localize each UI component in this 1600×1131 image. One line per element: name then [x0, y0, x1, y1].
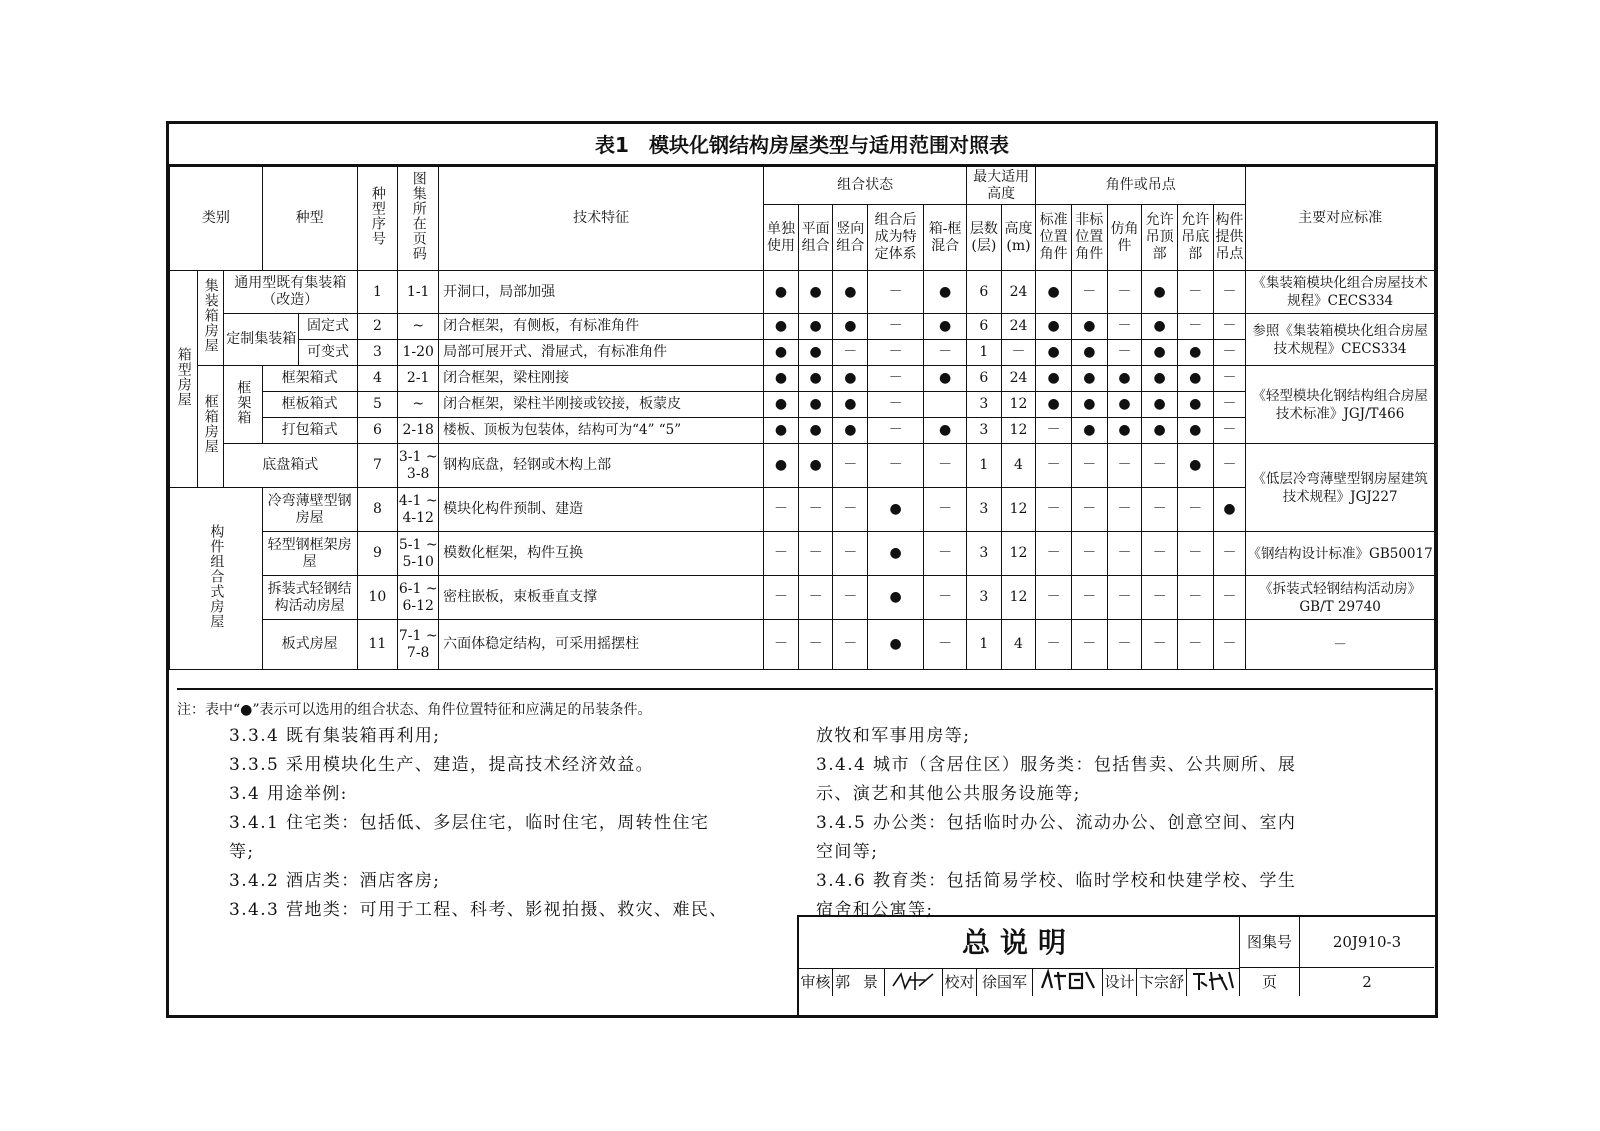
val-cell: －	[1071, 488, 1107, 532]
val-cell: －	[868, 340, 924, 366]
val-cell: ●	[1036, 366, 1072, 392]
header-height-group: 最大适用高度	[967, 167, 1036, 205]
val-cell: －	[798, 532, 833, 576]
standard-cell: 《低层冷弯薄壁型钢房屋建筑技术规程》JGJ227	[1246, 444, 1435, 532]
right-paragraph: 宿舍和公寓等;	[816, 900, 934, 920]
val-cell: －	[924, 488, 967, 532]
val-cell: －	[1036, 532, 1072, 576]
checker-name: 徐国军	[977, 968, 1033, 996]
val-cell: ●	[798, 418, 833, 444]
val-cell: 4	[1001, 444, 1036, 488]
val-cell: 3	[967, 532, 1002, 576]
val-cell: －	[833, 532, 868, 576]
val-cell: ●	[1177, 418, 1213, 444]
tech-cell: 楼板、顶板为包装体，结构可为“4” “5”	[439, 418, 764, 444]
type-cell: 轻型钢框架房屋	[262, 532, 357, 576]
val-cell: －	[1177, 576, 1213, 620]
seq-cell: 6	[357, 418, 398, 444]
val-cell: －	[868, 418, 924, 444]
group-frame-box-house: 框箱房屋	[202, 394, 219, 454]
val-cell: －	[1036, 418, 1072, 444]
val-cell: ●	[924, 366, 967, 392]
table-row	[170, 488, 1435, 532]
table-row	[170, 392, 1435, 418]
val-cell: 24	[1001, 271, 1036, 314]
standard-cell: －	[1246, 620, 1435, 670]
header-combo-mixed: 箱-框混合	[924, 205, 967, 271]
type-cell: 框板箱式	[262, 392, 357, 418]
val-cell: －	[1213, 271, 1246, 314]
reviewer-name: 郭 景	[833, 968, 885, 996]
table-row	[170, 314, 1435, 340]
seq-cell: 5	[357, 392, 398, 418]
right-paragraph: 空间等;	[816, 842, 879, 862]
val-cell: －	[1213, 418, 1246, 444]
val-cell: ●	[798, 366, 833, 392]
seq-cell: 3	[357, 340, 398, 366]
page-cell: ~	[398, 392, 439, 418]
reviewer-signature	[885, 968, 943, 996]
group-frame-box: 框架箱	[235, 379, 252, 425]
val-cell: 4	[1001, 620, 1036, 670]
page-cell: ~	[398, 314, 439, 340]
val-cell: －	[868, 366, 924, 392]
val-cell: －	[1142, 620, 1178, 670]
val-cell: －	[1107, 532, 1142, 576]
signature-scribble	[889, 968, 939, 992]
val-cell: －	[833, 488, 868, 532]
val-cell: －	[1036, 576, 1072, 620]
val-cell: ●	[1177, 444, 1213, 488]
table-title: 表1 模块化钢结构房屋类型与适用范围对照表	[169, 124, 1435, 166]
type-cell: 框架箱式	[262, 366, 357, 392]
review-label: 审核	[799, 968, 833, 996]
header-page: 图集所在页码	[410, 171, 427, 261]
val-cell: ●	[764, 314, 799, 340]
val-cell: 6	[967, 314, 1002, 340]
val-cell: －	[1177, 620, 1213, 670]
val-cell: ●	[1036, 271, 1072, 314]
title-block	[797, 915, 1435, 1015]
val-cell: －	[1107, 340, 1142, 366]
val-cell: ●	[1071, 314, 1107, 340]
table-row	[170, 620, 1435, 670]
header-corner-imitation: 仿角件	[1107, 205, 1142, 271]
val-cell: ●	[833, 366, 868, 392]
page-cell: 1-20	[398, 340, 439, 366]
tech-cell: 局部可展开式、滑屉式，有标准角件	[439, 340, 764, 366]
header-corner-group: 角件或吊点	[1036, 167, 1246, 205]
header-combo-vertical: 竖向组合	[833, 205, 868, 271]
val-cell: －	[1142, 488, 1178, 532]
page-cell: 2-1	[398, 366, 439, 392]
designer-signature	[1187, 968, 1239, 996]
standard-cell: 《拆装式轻钢结构活动房》GB/T 29740	[1246, 576, 1435, 620]
val-cell: ●	[798, 392, 833, 418]
signature-row	[799, 968, 1240, 996]
val-cell: ●	[833, 392, 868, 418]
table-row	[170, 340, 1435, 366]
atlas-number-label: 图集号	[1240, 917, 1300, 968]
table-row	[170, 532, 1435, 576]
header-type: 种型	[262, 167, 357, 271]
val-cell: ●	[1142, 271, 1178, 314]
tech-cell: 闭合框架，有侧板，有标准角件	[439, 314, 764, 340]
header-lift-bottom: 允许吊底部	[1177, 205, 1213, 271]
val-cell: －	[868, 444, 924, 488]
val-cell: ●	[868, 576, 924, 620]
tech-cell: 模数化框架，构件互换	[439, 532, 764, 576]
header-combo-group: 组合状态	[764, 167, 967, 205]
group-box-house: 箱型房屋	[175, 346, 192, 407]
val-cell: －	[1107, 576, 1142, 620]
header-combo-plane: 平面组合	[798, 205, 833, 271]
designer-name: 卞宗舒	[1137, 968, 1187, 996]
val-cell: －	[1071, 271, 1107, 314]
val-cell: ●	[833, 314, 868, 340]
val-cell: －	[798, 620, 833, 670]
val-cell: －	[764, 576, 799, 620]
val-cell: 24	[1001, 366, 1036, 392]
standard-cell: 《轻型模块化钢结构组合房屋技术标准》JGJ/T466	[1246, 366, 1435, 444]
val-cell: －	[764, 620, 799, 670]
val-cell: －	[868, 271, 924, 314]
type-cell: 可变式	[299, 340, 357, 366]
header-category: 类别	[170, 167, 263, 271]
val-cell: －	[868, 392, 924, 418]
seq-cell: 10	[357, 576, 398, 620]
header-combo-system: 组合后成为特定体系	[868, 205, 924, 271]
val-cell: －	[1071, 444, 1107, 488]
standard-cell: 《集装箱模块化组合房屋技术规程》CECS334	[1246, 271, 1435, 314]
val-cell: －	[1213, 532, 1246, 576]
val-cell: －	[1213, 576, 1246, 620]
val-cell: 12	[1001, 576, 1036, 620]
val-cell: －	[1213, 340, 1246, 366]
table-row	[170, 576, 1435, 620]
header-corner-std: 标准位置角件	[1036, 205, 1072, 271]
val-cell: 3	[967, 576, 1002, 620]
val-cell: ●	[764, 340, 799, 366]
val-cell: ●	[924, 314, 967, 340]
val-cell: 1	[967, 444, 1002, 488]
seq-cell: 11	[357, 620, 398, 670]
val-cell: －	[924, 532, 967, 576]
val-cell: ●	[764, 444, 799, 488]
val-cell: ●	[1142, 392, 1178, 418]
type-cell: 拆装式轻钢结构活动房屋	[262, 576, 357, 620]
group-container-house: 集装箱房屋	[202, 278, 219, 353]
table-row	[170, 366, 1435, 392]
val-cell: －	[924, 620, 967, 670]
page-cell: 2-18	[398, 418, 439, 444]
page-cell: 5-1 ~ 5-10	[398, 532, 439, 576]
seq-cell: 4	[357, 366, 398, 392]
header-corner-nonstd: 非标位置角件	[1071, 205, 1107, 271]
standard-cell: 参照《集装箱模块化组合房屋技术规程》CECS334	[1246, 314, 1435, 366]
val-cell: ●	[924, 271, 967, 314]
val-cell: 12	[1001, 488, 1036, 532]
val-cell: －	[1142, 576, 1178, 620]
val-cell: ●	[1071, 366, 1107, 392]
val-cell: ●	[868, 620, 924, 670]
val-cell: －	[1177, 271, 1213, 314]
val-cell: －	[1213, 392, 1246, 418]
table-row	[170, 418, 1435, 444]
val-cell: 3	[967, 488, 1002, 532]
type-cell: 固定式	[299, 314, 357, 340]
val-cell: －	[1107, 620, 1142, 670]
table-row	[170, 271, 1435, 314]
val-cell: 6	[967, 366, 1002, 392]
type-cell: 冷弯薄壁型钢房屋	[262, 488, 357, 532]
val-cell: －	[833, 620, 868, 670]
val-cell: －	[1036, 444, 1072, 488]
page-number: 2	[1362, 973, 1372, 991]
val-cell: ●	[1071, 340, 1107, 366]
val-cell: －	[1177, 488, 1213, 532]
header-lift-top: 允许吊顶部	[1142, 205, 1178, 271]
tech-cell: 模块化构件预制、建造	[439, 488, 764, 532]
val-cell: ●	[1036, 314, 1072, 340]
header-tech: 技术特征	[439, 167, 764, 271]
val-cell: 12	[1001, 392, 1036, 418]
val-cell: ●	[764, 418, 799, 444]
val-cell: ●	[1177, 392, 1213, 418]
val-cell: ●	[1142, 366, 1178, 392]
standard-cell: 《钢结构设计标准》GB50017	[1246, 532, 1435, 576]
val-cell: －	[1107, 314, 1142, 340]
header-floors: 层数(层)	[967, 205, 1002, 271]
right-paragraph: 3.4.5 办公类：包括临时办公、流动办公、创意空间、室内	[816, 813, 1297, 833]
val-cell: －	[764, 532, 799, 576]
val-cell: －	[833, 444, 868, 488]
header-height: 高度(m)	[1001, 205, 1036, 271]
val-cell: －	[924, 444, 967, 488]
type-cell: 通用型既有集装箱（改造）	[224, 271, 358, 314]
val-cell: 3	[967, 418, 1002, 444]
val-cell: －	[1071, 620, 1107, 670]
group-component-house: 构件组合式房屋	[208, 523, 225, 629]
val-cell: －	[1177, 314, 1213, 340]
right-paragraph: 3.4.6 教育类：包括简易学校、临时学校和快建学校、学生	[816, 871, 1297, 891]
header-standard: 主要对应标准	[1246, 167, 1435, 271]
val-cell: ●	[1071, 392, 1107, 418]
val-cell: ●	[1142, 340, 1178, 366]
val-cell: ●	[1213, 488, 1246, 532]
val-cell: ●	[868, 532, 924, 576]
val-cell: 6	[967, 271, 1002, 314]
tech-cell: 闭合框架，梁柱刚接	[439, 366, 764, 392]
page-cell: 3-1 ~ 3-8	[398, 444, 439, 488]
table-note: 注：表中“●”表示可以选用的组合状态、角件位置特征和应满足的吊装条件。	[177, 688, 1433, 720]
val-cell: ●	[798, 340, 833, 366]
seq-cell: 8	[357, 488, 398, 532]
signature-scribble	[1038, 968, 1098, 992]
val-cell: ●	[1036, 340, 1072, 366]
val-cell: －	[1107, 444, 1142, 488]
left-paragraph: 3.4.3 营地类：可用于工程、科考、影视拍摄、救灾、难民、	[229, 900, 728, 920]
check-label: 校对	[943, 968, 977, 996]
page-cell: 1-1	[398, 271, 439, 314]
val-cell: ●	[764, 366, 799, 392]
val-cell: －	[1071, 532, 1107, 576]
page-cell: 6-1 ~ 6-12	[398, 576, 439, 620]
val-cell: －	[833, 576, 868, 620]
val-cell: ●	[1142, 314, 1178, 340]
val-cell: 12	[1001, 532, 1036, 576]
val-cell: ●	[868, 488, 924, 532]
val-cell: 3	[967, 392, 1002, 418]
val-cell: ●	[1177, 340, 1213, 366]
val-cell: ●	[764, 392, 799, 418]
val-cell: ●	[833, 418, 868, 444]
val-cell: －	[1107, 271, 1142, 314]
checker-signature	[1033, 968, 1103, 996]
tech-cell: 钢构底盘，轻钢或木构上部	[439, 444, 764, 488]
seq-cell: 1	[357, 271, 398, 314]
page-cell: 7-1 ~ 7-8	[398, 620, 439, 670]
val-cell: －	[1213, 314, 1246, 340]
val-cell: 24	[1001, 314, 1036, 340]
val-cell: －	[764, 488, 799, 532]
right-paragraph: 示、演艺和其他公共服务设施等;	[816, 784, 1081, 804]
left-paragraph: 等;	[229, 842, 255, 862]
left-paragraph: 3.4.2 酒店类：酒店客房;	[229, 871, 441, 891]
val-cell: ●	[833, 271, 868, 314]
val-cell: －	[1213, 366, 1246, 392]
left-paragraph: 3.3.4 既有集装箱再利用;	[229, 726, 441, 746]
val-cell: －	[1213, 620, 1246, 670]
tech-cell: 开洞口，局部加强	[439, 271, 764, 314]
right-paragraph: 放牧和军事用房等;	[816, 726, 971, 746]
val-cell: －	[1036, 620, 1072, 670]
tech-cell: 六面体稳定结构，可采用摇摆柱	[439, 620, 764, 670]
val-cell: －	[868, 314, 924, 340]
left-paragraph: 3.4 用途举例:	[229, 784, 348, 804]
table-row	[170, 444, 1435, 488]
val-cell: ●	[798, 444, 833, 488]
comparison-table	[169, 166, 1435, 670]
val-cell: －	[798, 576, 833, 620]
val-cell: －	[798, 488, 833, 532]
val-cell: ●	[1142, 418, 1178, 444]
seq-cell: 7	[357, 444, 398, 488]
drawing-frame	[166, 121, 1438, 1018]
val-cell: ●	[798, 314, 833, 340]
type-cell: 底盘箱式	[224, 444, 358, 488]
type-cell: 打包箱式	[262, 418, 357, 444]
val-cell	[924, 392, 967, 418]
header-seq: 种型序号	[369, 186, 386, 246]
val-cell: －	[1142, 444, 1178, 488]
header-combo-single: 单独使用	[764, 205, 799, 271]
header-lift-point: 构件提供吊点	[1213, 205, 1246, 271]
val-cell: －	[924, 576, 967, 620]
val-cell: －	[924, 340, 967, 366]
val-cell: ●	[798, 271, 833, 314]
custom-container-label: 定制集装箱	[224, 314, 299, 366]
val-cell: －	[833, 340, 868, 366]
seq-cell: 9	[357, 532, 398, 576]
page-label: 页	[1240, 968, 1300, 996]
val-cell: ●	[1107, 418, 1142, 444]
seq-cell: 2	[357, 314, 398, 340]
val-cell: －	[1177, 532, 1213, 576]
atlas-number: 20J910-3	[1300, 917, 1434, 968]
val-cell: ●	[1177, 366, 1213, 392]
design-label: 设计	[1103, 968, 1137, 996]
val-cell: 1	[967, 340, 1002, 366]
val-cell: －	[1071, 576, 1107, 620]
drawing-title: 总说明	[799, 917, 1240, 969]
val-cell: －	[1036, 488, 1072, 532]
right-paragraph: 3.4.4 城市（含居住区）服务类：包括售卖、公共厕所、展	[816, 755, 1297, 775]
val-cell: ●	[924, 418, 967, 444]
left-paragraph: 3.3.5 采用模块化生产、建造，提高技术经济效益。	[229, 755, 655, 775]
val-cell: 1	[967, 620, 1002, 670]
val-cell: ●	[764, 271, 799, 314]
val-cell: ●	[1107, 392, 1142, 418]
val-cell: ●	[1071, 418, 1107, 444]
type-cell: 板式房屋	[262, 620, 357, 670]
val-cell: －	[1001, 340, 1036, 366]
val-cell: 12	[1001, 418, 1036, 444]
left-paragraph: 3.4.1 住宅类：包括低、多层住宅，临时住宅，周转性住宅	[229, 813, 710, 833]
val-cell: －	[1213, 444, 1246, 488]
val-cell: ●	[1107, 366, 1142, 392]
page-cell: 4-1 ~ 4-12	[398, 488, 439, 532]
val-cell: ●	[1036, 392, 1072, 418]
tech-cell: 闭合框架，梁柱半刚接或铰接，板蒙皮	[439, 392, 764, 418]
tech-cell: 密柱嵌板，束板垂直支撑	[439, 576, 764, 620]
val-cell: －	[1142, 532, 1178, 576]
val-cell: －	[1107, 488, 1142, 532]
signature-scribble	[1189, 968, 1237, 992]
